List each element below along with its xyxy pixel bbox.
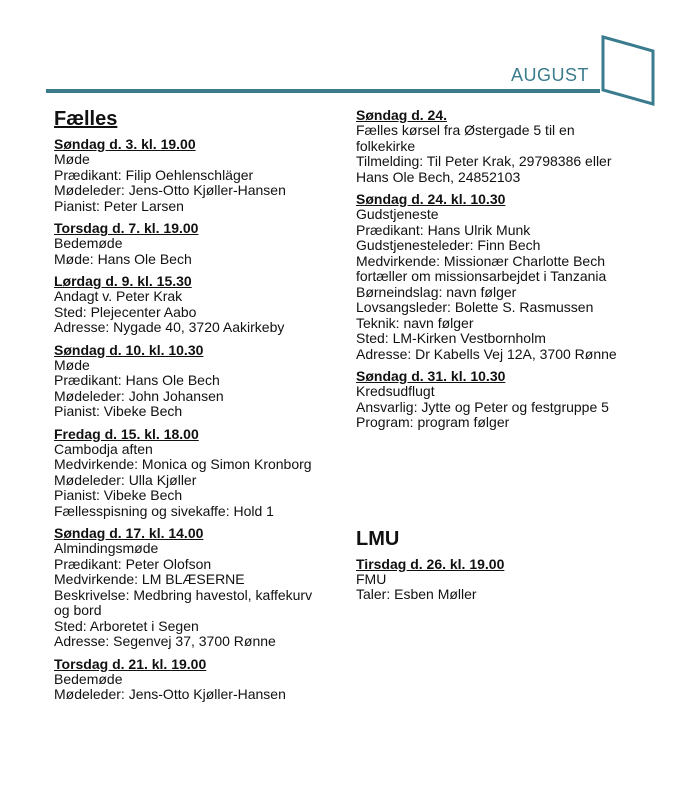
event-entry [54, 657, 344, 703]
event-detail-line: Hans Ole Bech, 24852103 [356, 168, 521, 185]
event-heading: Søndag d. 3. kl. 19.00 [54, 136, 196, 152]
event-detail-line: Prædikant: Peter Olofson [54, 555, 212, 572]
event-heading: Søndag d. 24. [356, 107, 448, 123]
event-detail-line: folkekirke [356, 137, 416, 154]
event-detail-line: Sted: Arboretet i Segen [54, 617, 199, 634]
event-detail-line: Gudstjenesteleder: Finn Bech [356, 237, 541, 253]
event-detail-line: Pianist: Vibeke Bech [54, 487, 183, 503]
event-detail-line: Medvirkende: Missionær Charlotte Bech [356, 252, 605, 269]
event-detail-line: Møde: Hans Ole Bech [54, 250, 192, 267]
event-detail-line: Møde [54, 151, 90, 167]
section-title-lmu: LMU [356, 527, 400, 550]
event-detail-line: Pianist: Vibeke Bech [54, 403, 183, 419]
section-title-faelles: Fælles [54, 108, 118, 130]
event-detail-line: Mødeleder: Jens-Otto Kjøller-Hansen [54, 182, 286, 198]
event-entry [54, 343, 344, 420]
event-heading: Søndag d. 10. kl. 10.30 [54, 341, 204, 358]
event-detail-line: Pianist: Peter Larsen [54, 197, 184, 214]
event-detail-line: Møde [54, 356, 90, 373]
event-detail-line: Fællesspisning og sivekaffe: Hold 1 [54, 502, 274, 519]
event-heading: Tirsdag d. 26. kl. 19.00 [356, 555, 505, 572]
event-detail-line: FMU [356, 570, 387, 587]
event-detail-line: fortæller om missionsarbejdet i Tanzania [356, 268, 607, 284]
page-corner-icon [599, 34, 657, 108]
event-detail-line: Adresse: Nygade 40, 3720 Aakirkeby [54, 319, 285, 335]
event-entry [356, 192, 656, 362]
event-heading: Søndag d. 24. kl. 10.30 [356, 191, 506, 207]
event-detail-line: Prædikant: Hans Ole Bech [54, 372, 220, 388]
right-event-list [356, 108, 656, 431]
event-detail-line: Sted: Plejecenter Aabo [54, 303, 197, 320]
event-detail-line: Mødeleder: Ulla Kjøller [54, 471, 197, 488]
event-entry [54, 137, 344, 214]
event-heading: Lørdag d. 9. kl. 15.30 [54, 273, 192, 289]
event-entry [356, 557, 656, 603]
event-detail-line: Mødeleder: John Johansen [54, 387, 224, 404]
event-entry [54, 274, 344, 336]
event-detail-line: Kredsudflugt [356, 383, 435, 399]
event-detail-line: Bedemøde [54, 670, 123, 687]
event-detail-line: Bedemøde [54, 235, 123, 251]
event-detail-line: Medvirkende: Monica og Simon Kronborg [54, 456, 312, 472]
event-entry [356, 108, 656, 185]
event-heading: Søndag d. 17. kl. 14.00 [54, 525, 204, 541]
header-rule [46, 89, 600, 93]
event-detail-line: Ansvarlig: Jytte og Peter og festgruppe 5 [356, 398, 609, 415]
event-detail-line: Prædikant: Hans Ulrik Munk [356, 221, 531, 238]
event-detail-line: Almindingsmøde [54, 540, 159, 556]
event-detail-line: Lovsangsleder: Bolette S. Rasmussen [356, 299, 594, 315]
lmu-event-list [356, 557, 656, 603]
event-detail-line: Teknik: navn følger [356, 314, 474, 331]
month-title: AUGUST [511, 65, 590, 85]
event-detail-line: Prædikant: Filip Oehlenschläger [54, 166, 254, 183]
event-detail-line: Program: program følger [356, 414, 510, 430]
event-heading: Torsdag d. 21. kl. 19.00 [54, 655, 207, 672]
event-entry [356, 369, 656, 431]
event-detail-line: Gudstjeneste [356, 206, 439, 222]
faelles-event-list [54, 137, 344, 703]
event-detail-line: Medvirkende: LM BLÆSERNE [54, 571, 245, 587]
event-detail-line: Beskrivelse: Medbring havestol, kaffekurv [54, 586, 313, 603]
event-entry [54, 221, 344, 267]
event-detail-line: Børneindslag: navn følger [356, 283, 517, 300]
event-detail-line: Mødeleder: Jens-Otto Kjøller-Hansen [54, 686, 286, 702]
event-detail-line: Andagt v. Peter Krak [54, 288, 183, 304]
event-detail-line: Adresse: Dr Kabells Vej 12A, 3700 Rønne [356, 345, 617, 362]
event-detail-line: Cambodja aften [54, 440, 153, 457]
column-spacer [356, 438, 656, 528]
event-entry [54, 526, 344, 650]
faelles-column [54, 108, 344, 710]
event-detail-line: Fælles kørsel fra Østergade 5 til en [356, 122, 575, 138]
event-detail-line: Adresse: Segenvej 37, 3700 Rønne [54, 633, 276, 649]
event-detail-line: Tilmelding: Til Peter Krak, 29798386 eller [356, 153, 612, 169]
event-detail-line: og bord [54, 602, 102, 618]
event-entry [54, 427, 344, 520]
event-heading: Søndag d. 31. kl. 10.30 [356, 368, 506, 384]
event-detail-line: Sted: LM-Kirken Vestbornholm [356, 330, 546, 346]
event-heading: Torsdag d. 7. kl. 19.00 [54, 220, 199, 236]
event-detail-line: Taler: Esben Møller [356, 586, 477, 602]
event-heading: Fredag d. 15. kl. 18.00 [54, 425, 199, 442]
right-column [356, 108, 656, 610]
